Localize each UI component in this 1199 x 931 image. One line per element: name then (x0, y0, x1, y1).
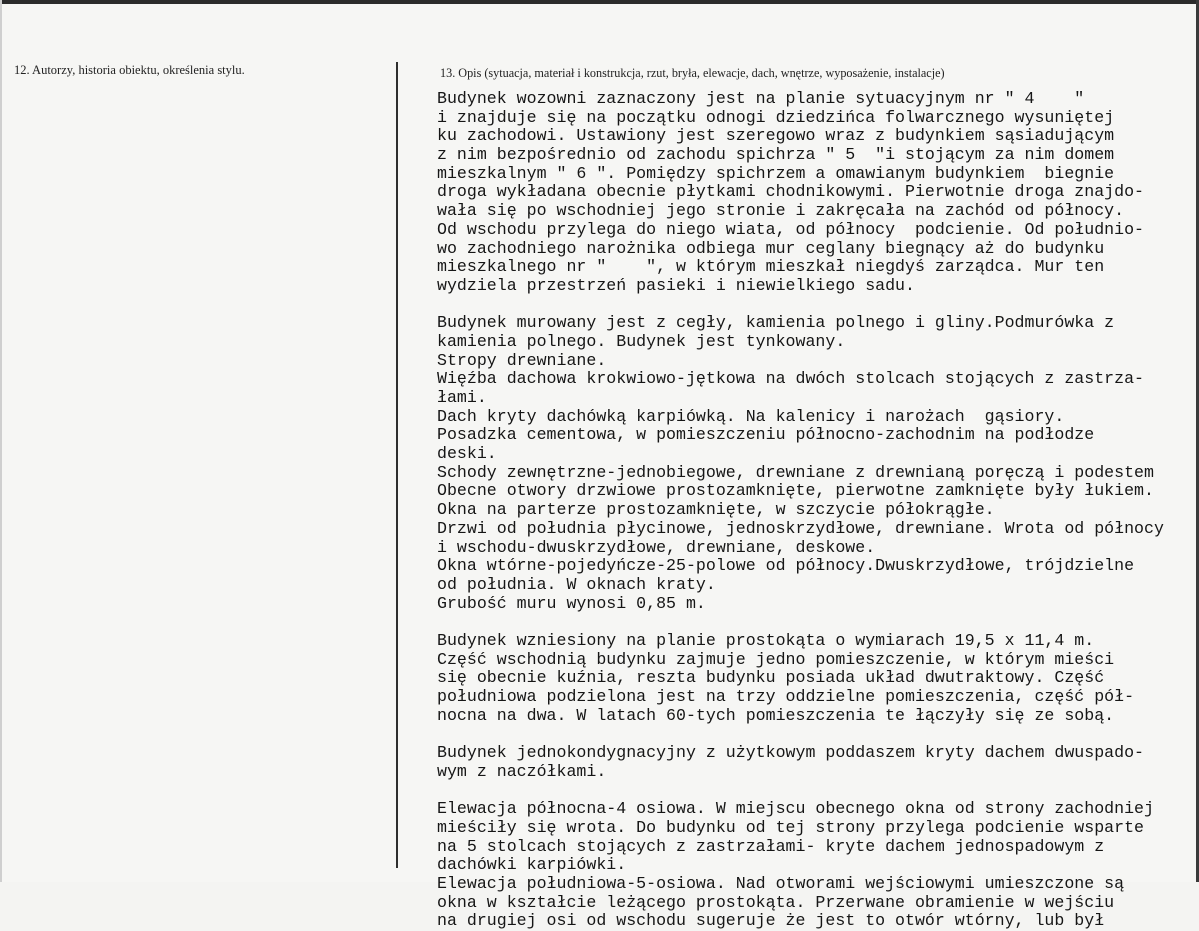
text-line: wo zachodniego narożnika odbiega mur ceglany biegnący aż do budynku (437, 238, 1105, 258)
paragraph-gap (437, 725, 1182, 744)
text-line: droga wykładana obecnie płytkami chodnikowymi. Pierwotnie droga znajdo- (437, 182, 1145, 202)
text-line: nocna na dwa. W latach 60-tych pomieszczenia te łączyły się ze sobą. (437, 705, 1115, 725)
paragraph-gap (437, 296, 1182, 315)
text-line: Budynek jednokondygnacyjny z użytkowym poddaszem kryty dachem dwuspado- (437, 743, 1145, 763)
text-line: wydziela przestrzeń pasieki i niewielkiego sadu. (437, 275, 915, 295)
text-line: wym z naczółkami. (437, 761, 607, 781)
text-line: Elewacja południowa-5-osiowa. Nad otworami wejściowymi umieszczone są (437, 873, 1125, 893)
text-line: południowa podzielona jest na trzy oddzielne pomieszczenia, część pół- (437, 687, 1135, 706)
text-line: dachówki karpiówki. (437, 855, 627, 875)
text-line: mieszkalnym " 6 ". Pomiędzy spichrzem a omawianym budynkiem biegnie (437, 163, 1115, 183)
text-line: Budynek murowany jest z cegły, kamienia polnego i gliny.Podmurówka z (437, 313, 1115, 333)
text-line: wała się po wschodniej jego stronie i zakręcała na zachód od północy. (437, 201, 1125, 221)
text-line: okna w kształcie leżącego prostokąta. Przerwane obramienie w wejściu (437, 892, 1115, 912)
text-line: Grubość muru wynosi 0,85 m. (437, 593, 706, 613)
text-line: i znajduje się na początku odnogi dziedzińca folwarcznego wysuniętej (437, 107, 1115, 127)
text-line: od południa. W oknach kraty. (437, 574, 716, 594)
section-12-heading: 12. Autorzy, historia obiektu, określenia stylu. (14, 63, 245, 77)
text-line: i wschodu-dwuskrzydłowe, drewniane, deskowe. (437, 537, 876, 557)
paragraph-gap (437, 781, 1182, 800)
text-line: Stropy drewniane. (437, 350, 607, 370)
paragraph-gap (437, 613, 1182, 632)
text-line: Budynek wzniesiony na planie prostokąta o wymiarach 19,5 x 11,4 m. (437, 630, 1095, 650)
text-line: łami. (437, 388, 487, 407)
text-line: Więźba dachowa krokwiowo-jętkowa na dwóch stolcach stojących z zastrza- (437, 369, 1145, 389)
text-line: na 5 stolcach stojących z zastrzałami- kryte dachem jednospadowym z (437, 836, 1105, 856)
text-line: kamienia polnego. Budynek jest tynkowany. (437, 331, 846, 351)
text-line: mieszkalnego nr " ", w którym mieszkał niegdyś zarządca. Mur ten (437, 257, 1105, 277)
text-line: ku zachodowi. Ustawiony jest szeregowo wraz z budynkiem sąsiadującym (437, 126, 1115, 146)
top-border (0, 0, 1199, 4)
text-line: mieściły się wrota. Do budynku od tej strony przylega podcienie wsparte (437, 817, 1145, 837)
text-line: deski. (437, 444, 497, 464)
text-line: Okna wtórne-pojedyńcze-25-polowe od północy.Dwuskrzydłowe, trójdzielne (437, 556, 1135, 576)
section-13-heading: 13. Opis (sytuacja, materiał i konstrukcja, rzut, bryła, elewacje, dach, wnętrze, wyposażenie, instalacje) (440, 66, 945, 80)
text-line: Elewacja północna-4 osiowa. W miejscu obecnego okna od strony zachodniej (437, 799, 1154, 819)
text-line: Obecne otwory drzwiowe prostozamknięte, pierwotne zamknięte były łukiem. (437, 481, 1154, 501)
left-border (0, 0, 2, 882)
description-text (437, 90, 1182, 931)
column-divider (396, 62, 398, 868)
text-line: Dach kryty dachówką karpiówką. Na kalenicy i narożach gąsiory. (437, 406, 1065, 426)
text-line: Budynek wozowni zaznaczony jest na planie sytuacyjnym nr " 4 " (437, 89, 1085, 108)
text-line: Schody zewnętrzne-jednobiegowe, drewniane z drewnianą poręczą i podestem (437, 462, 1154, 482)
text-line: Posadzka cementowa, w pomieszczeniu północno-zachodnim na podłodze (437, 425, 1095, 445)
text-line: się obecnie kuźnia, reszta budynku posiada układ dwutraktowy. Część (437, 668, 1105, 688)
text-line: Okna na parterze prostozamknięte, w szczycie półokrągłe. (437, 500, 995, 520)
text-line: Od wschodu przylega do niego wiata, od północy podcienie. Od południo- (437, 219, 1145, 239)
text-line: Drzwi od południa płycinowe, jednoskrzydłowe, drewniane. Wrota od północy (437, 518, 1164, 538)
text-line: Część wschodnią budynku zajmuje jedno pomieszczenie, w którym mieści (437, 649, 1115, 669)
text-line: z nim bezpośrednio od zachodu spichrza " 5 "i stojącym za nim domem (437, 145, 1115, 165)
text-line: na drugiej osi od wschodu sugeruje że jest to otwór wtórny, lub był (437, 911, 1105, 931)
